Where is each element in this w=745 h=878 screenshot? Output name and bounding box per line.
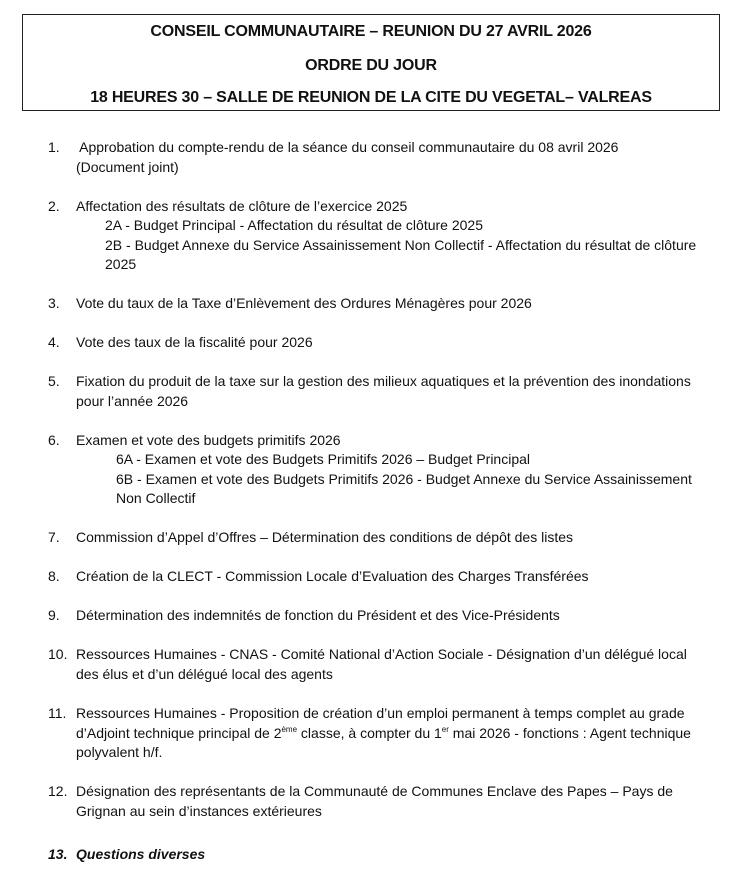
- item-text: Examen et vote des budgets primitifs 2026: [76, 432, 341, 448]
- item-text: Commission d’Appel d’Offres – Détermination des conditions de dépôt des listes: [76, 529, 573, 545]
- item-number: 2.: [48, 198, 60, 214]
- item-number: 11.: [48, 705, 67, 721]
- item-text: Vote des taux de la fiscalité pour 2026: [76, 334, 313, 350]
- item-text: Désignation des représentants de la Communauté de Communes Enclave des Papes – Pays de Grignan au sein d’instances extérieures: [76, 783, 673, 819]
- item-text: Création de la CLECT - Commission Locale d’Evaluation des Charges Transférées: [76, 568, 589, 584]
- sub-item-2b: 2B - Budget Annexe du Service Assainissement Non Collectif - Affectation du résultat de clôture: [105, 237, 697, 253]
- meeting-title: CONSEIL COMMUNAUTAIRE – REUNION DU 27 AVRIL 2026: [150, 23, 592, 40]
- item-text: Approbation du compte-rendu de la séance du conseil communautaire du 08 avril 2026 (Document joint): [76, 139, 619, 175]
- sub-item-6b-cont: Non Collectif: [116, 490, 196, 506]
- item-number: 7.: [48, 529, 60, 545]
- item-number: 10.: [48, 646, 68, 662]
- item-text: Ressources Humaines - Proposition de création d’un emploi permanent à temps complet au grade d’Adjoint technique principal de 2ème classe, à compter du 1er mai 2026 - fonctions : Agent technique polyvalent h/f.: [76, 705, 691, 760]
- meeting-time-location: 18 HEURES 30 – SALLE DE REUNION DE LA CITE DU VEGETAL– VALREAS: [90, 89, 652, 106]
- item-text: Détermination des indemnités de fonction du Président et des Vice-Présidents: [76, 607, 560, 623]
- item-number: 9.: [48, 607, 60, 623]
- item-text: Affectation des résultats de clôture de l’exercice 2025: [76, 198, 408, 214]
- item-number: 8.: [48, 568, 60, 584]
- item-number: 6.: [48, 432, 60, 448]
- sub-item-2a: 2A - Budget Principal - Affectation du résultat de clôture 2025: [105, 217, 483, 233]
- item-number: 1.: [48, 139, 60, 155]
- sub-item-6b: 6B - Examen et vote des Budgets Primitifs 2026 - Budget Annexe du Service Assainissement: [116, 471, 692, 487]
- sub-item-2b-cont: 2025: [105, 256, 137, 272]
- item-text: Fixation du produit de la taxe sur la gestion des milieux aquatiques et la prévention des inondations pour l’année 2026: [76, 373, 691, 409]
- item-text: Ressources Humaines - CNAS - Comité National d’Action Sociale - Désignation d’un délégué local des élus et d’un délégué local des agents: [76, 646, 687, 682]
- item-number: 5.: [48, 373, 60, 389]
- item-number: 12.: [48, 783, 68, 799]
- sub-item-6a: 6A - Examen et vote des Budgets Primitifs 2026 – Budget Principal: [116, 451, 531, 467]
- item-number: 4.: [48, 334, 60, 350]
- agenda-title: ORDRE DU JOUR: [305, 57, 437, 74]
- item-text: Vote du taux de la Taxe d’Enlèvement des Ordures Ménagères pour 2026: [76, 295, 532, 311]
- item-number: 3.: [48, 295, 60, 311]
- item-text: Questions diverses: [76, 846, 206, 862]
- item-number: 13.: [48, 846, 68, 862]
